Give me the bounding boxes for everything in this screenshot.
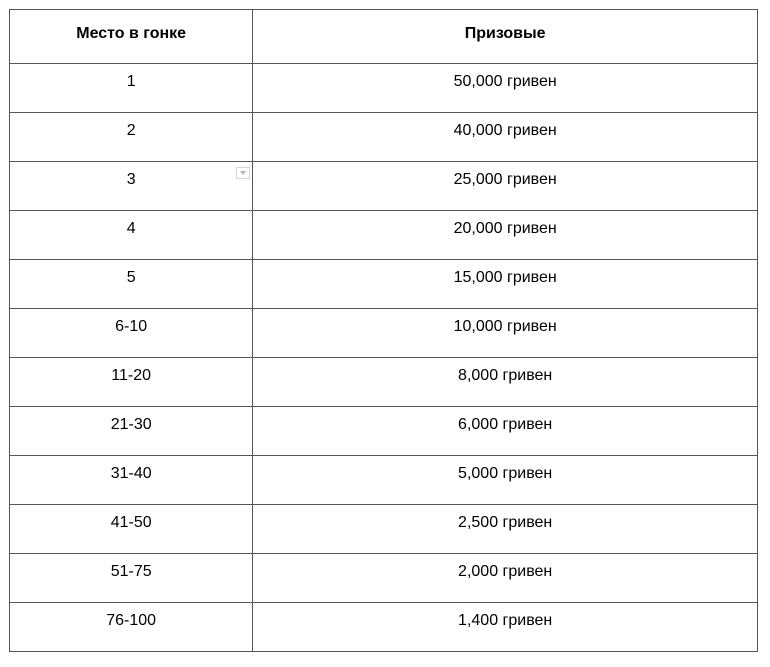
prize-cell — [253, 603, 758, 652]
table-row — [10, 309, 758, 358]
place-value: 6-10 — [115, 318, 148, 335]
place-value: 21-30 — [110, 416, 152, 433]
prize-cell — [253, 113, 758, 162]
place-value: 76-100 — [106, 612, 157, 629]
prize-value: 15,000 гривен — [453, 269, 557, 286]
place-value: 2 — [126, 122, 136, 139]
table-row — [10, 554, 758, 603]
prize-value: 25,000 гривен — [453, 171, 557, 188]
place-cell — [10, 407, 253, 456]
place-cell — [10, 64, 253, 113]
prize-cell — [253, 505, 758, 554]
place-value: 31-40 — [110, 465, 152, 482]
table-row — [10, 358, 758, 407]
place-value: 11-20 — [111, 367, 152, 384]
prize-value: 20,000 гривен — [453, 220, 557, 237]
place-cell — [10, 260, 253, 309]
prize-cell — [253, 309, 758, 358]
header-row — [10, 10, 758, 64]
place-value: 51-75 — [110, 563, 152, 580]
prize-value: 10,000 гривен — [453, 318, 557, 335]
table-row — [10, 407, 758, 456]
table-row — [10, 113, 758, 162]
header-prize-label: Призовые — [464, 24, 546, 42]
chevron-down-icon[interactable] — [236, 167, 250, 179]
prize-cell — [253, 358, 758, 407]
prize-cell — [253, 162, 758, 211]
prize-cell — [253, 407, 758, 456]
table-row — [10, 456, 758, 505]
place-value: 5 — [126, 269, 136, 286]
prize-cell — [253, 456, 758, 505]
place-value: 4 — [126, 220, 136, 237]
prize-value: 2,500 гривен — [458, 514, 553, 531]
place-cell — [10, 309, 253, 358]
place-cell — [10, 211, 253, 260]
table-row — [10, 260, 758, 309]
prize-table — [9, 9, 758, 652]
place-value: 1 — [126, 73, 136, 90]
place-cell — [10, 113, 253, 162]
prize-value: 50,000 гривен — [453, 73, 557, 90]
table-row — [10, 64, 758, 113]
prize-cell — [253, 554, 758, 603]
prize-value: 8,000 гривен — [458, 367, 553, 384]
table-row — [10, 211, 758, 260]
place-cell — [10, 505, 253, 554]
place-cell — [10, 358, 253, 407]
place-cell — [10, 456, 253, 505]
header-place-label: Место в гонке — [76, 24, 187, 42]
prize-value: 40,000 гривен — [453, 122, 557, 139]
table-row — [10, 603, 758, 652]
prize-cell — [253, 211, 758, 260]
place-cell — [10, 603, 253, 652]
header-prize — [253, 10, 758, 64]
table-row — [10, 505, 758, 554]
prize-cell — [253, 260, 758, 309]
place-value: 41-50 — [110, 514, 152, 531]
prize-value: 1,400 гривен — [458, 612, 553, 629]
place-cell — [10, 162, 253, 211]
prize-value: 6,000 гривен — [458, 416, 553, 433]
table-row — [10, 162, 758, 211]
prize-value: 5,000 гривен — [458, 465, 553, 482]
place-value: 3 — [126, 171, 136, 188]
place-cell — [10, 554, 253, 603]
header-place — [10, 10, 253, 64]
prize-cell — [253, 64, 758, 113]
prize-value: 2,000 гривен — [458, 563, 553, 580]
